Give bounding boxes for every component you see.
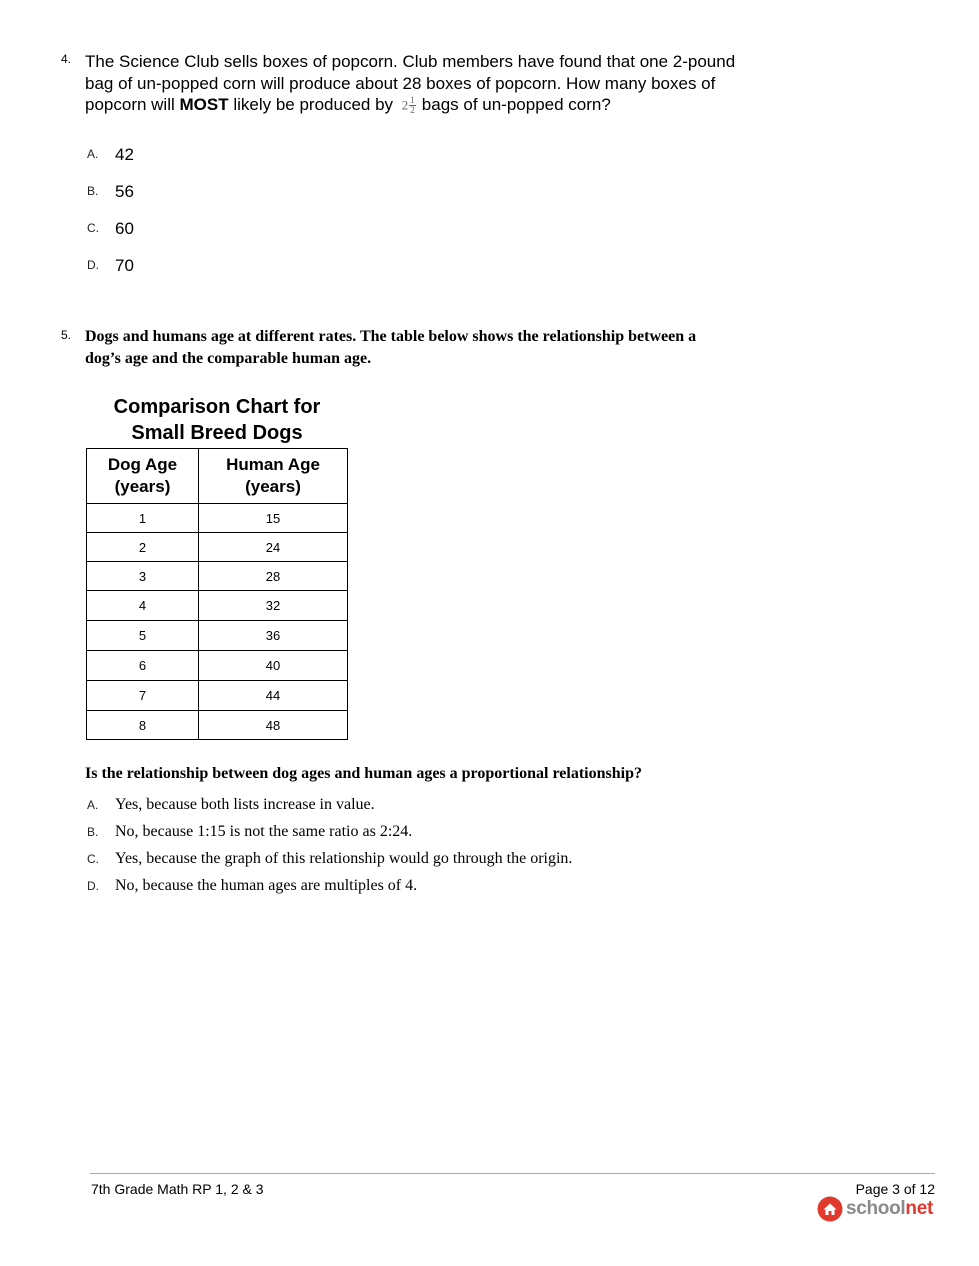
- q5-option-d-text[interactable]: No, because the human ages are multiples of 4.: [115, 877, 418, 894]
- question-4-text: [85, 51, 775, 117]
- mixed-number: [402, 93, 416, 116]
- dog-age-cell: 2: [87, 533, 199, 562]
- table-row: [87, 562, 348, 591]
- header-human-age-line-1: Human Age: [226, 455, 320, 474]
- q4-option-a-letter[interactable]: A.: [87, 147, 99, 161]
- header-human-age: [199, 449, 348, 504]
- question-4-number: 4.: [61, 52, 72, 66]
- question-4-line-3: [85, 94, 775, 117]
- human-age-cell: 32: [199, 591, 348, 621]
- question-5-line-2: dog’s age and the comparable human age.: [85, 350, 372, 367]
- dog-age-table: [86, 448, 348, 740]
- table-row: [87, 651, 348, 681]
- question-5-number: 5.: [61, 328, 72, 342]
- mixed-number-numerator: 1: [410, 94, 415, 105]
- human-age-cell: 48: [199, 711, 348, 740]
- schoolnet-logo-icon: [817, 1196, 843, 1222]
- mixed-number-whole: 2: [401, 97, 409, 113]
- q4-option-a-text[interactable]: 42: [115, 145, 134, 164]
- footer-page-number: Page 3 of 12: [855, 1181, 935, 1197]
- table-row: [87, 533, 348, 562]
- q5-option-a-text[interactable]: Yes, because both lists increase in value.: [115, 796, 375, 813]
- question-5-text: [85, 326, 785, 370]
- human-age-cell: 36: [199, 621, 348, 651]
- table-row: [87, 711, 348, 740]
- dog-age-cell: 5: [87, 621, 199, 651]
- question-5-line-1: Dogs and humans age at different rates. The table below shows the relationship between a: [85, 328, 697, 345]
- footer-document-title: 7th Grade Math RP 1, 2 & 3: [91, 1181, 264, 1197]
- table-title-line-2: Small Breed Dogs: [131, 422, 303, 444]
- dog-age-cell: 8: [87, 711, 199, 740]
- q5-option-c-text[interactable]: Yes, because the graph of this relationship would go through the origin.: [115, 850, 573, 867]
- q5-option-d-letter[interactable]: D.: [87, 879, 99, 893]
- human-age-cell: 15: [199, 504, 348, 533]
- logo-text-net: net: [905, 1198, 933, 1219]
- human-age-cell: 44: [199, 681, 348, 711]
- dog-age-cell: 6: [87, 651, 199, 681]
- table-row: [87, 621, 348, 651]
- schoolnet-logo: [817, 1196, 933, 1222]
- human-age-cell: 28: [199, 562, 348, 591]
- q4-option-b-text[interactable]: 56: [115, 182, 134, 201]
- table-row: [87, 504, 348, 533]
- human-age-cell: 40: [199, 651, 348, 681]
- table-title-line-1: Comparison Chart for: [113, 396, 321, 418]
- q4-option-b-letter[interactable]: B.: [87, 184, 99, 198]
- logo-text-school: school: [845, 1198, 906, 1219]
- q4-option-d-text[interactable]: 70: [115, 256, 134, 275]
- dog-age-cell: 3: [87, 562, 199, 591]
- question-5-prompt: Is the relationship between dog ages and human ages a proportional relationship?: [85, 765, 642, 782]
- header-dog-age-line-2: (years): [114, 477, 171, 496]
- table-header-row: [87, 449, 348, 504]
- q5-option-b-letter[interactable]: B.: [87, 825, 99, 839]
- dog-age-cell: 1: [87, 504, 199, 533]
- question-4-line-3-pre: popcorn will: [85, 95, 180, 114]
- table-title: [86, 394, 348, 446]
- question-4-line-3-mid: likely be produced by: [228, 95, 394, 114]
- header-human-age-line-2: (years): [245, 477, 301, 496]
- dog-age-cell: 4: [87, 591, 199, 621]
- question-4-emphasis: MOST: [179, 95, 229, 114]
- q5-option-c-letter[interactable]: C.: [87, 852, 99, 866]
- question-4-line-2: bag of un-popped corn will produce about 28 boxes of popcorn. How many boxes of: [85, 73, 716, 93]
- header-dog-age-line-1: Dog Age: [107, 455, 178, 474]
- question-4-line-3-post: bags of un-popped corn?: [421, 95, 611, 114]
- table-row: [87, 681, 348, 711]
- q5-option-a-letter[interactable]: A.: [87, 798, 99, 812]
- human-age-cell: 24: [199, 533, 348, 562]
- dog-age-cell: 7: [87, 681, 199, 711]
- q4-option-d-letter[interactable]: D.: [87, 258, 99, 272]
- q4-option-c-letter[interactable]: C.: [87, 221, 99, 235]
- header-dog-age: [87, 449, 199, 504]
- mixed-number-denominator: 2: [410, 104, 415, 115]
- table-row: [87, 591, 348, 621]
- q5-option-b-text[interactable]: No, because 1:15 is not the same ratio as 2:24.: [115, 823, 413, 840]
- footer-divider: [90, 1173, 935, 1174]
- q4-option-c-text[interactable]: 60: [115, 219, 134, 238]
- schoolnet-logo-text: [846, 1198, 933, 1220]
- question-4-line-1: The Science Club sells boxes of popcorn. Club members have found that one 2-pound: [85, 52, 736, 71]
